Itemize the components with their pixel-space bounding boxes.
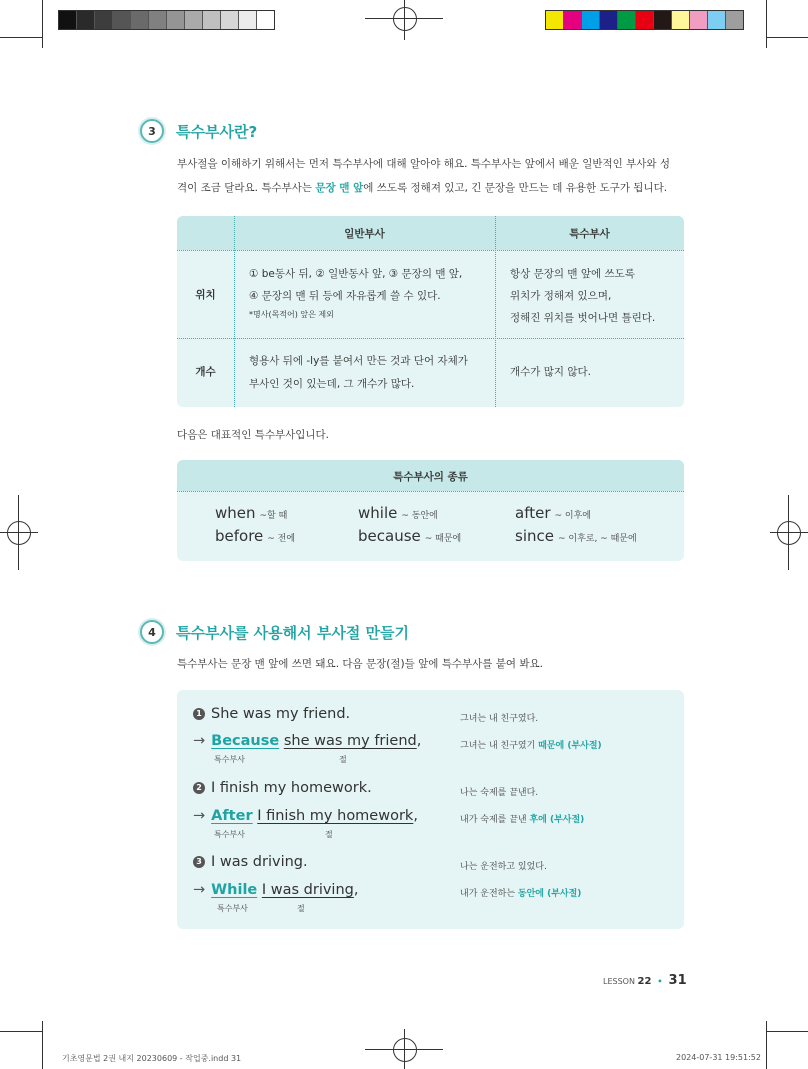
paragraph-line: 격이 조금 달라요. 특수부사는 문장 맨 앞에 쓰도록 정해져 있고, 긴 문장을 만드는 데 유용한 도구가 됩니다.	[177, 182, 668, 194]
example-number: 3	[193, 856, 205, 868]
section-4-paragraph: 특수부사는 문장 맨 앞에 쓰면 돼요. 다음 문장(절)들 앞에 특수부사를 붙여 봐요.	[177, 658, 544, 670]
special-adverb: While	[211, 882, 258, 898]
clause: she was my friend	[283, 733, 417, 749]
arrow-icon: →	[193, 808, 206, 824]
adverb-item: before ~ 전에	[215, 527, 296, 545]
registration-mark	[788, 495, 789, 570]
clause: I was driving	[261, 882, 354, 898]
clause: I finish my homework	[257, 808, 414, 824]
section-3-paragraph	[177, 152, 687, 200]
label-clause: 절	[297, 904, 305, 913]
color-swatch	[636, 11, 654, 29]
examples-box	[177, 690, 684, 929]
adverb-item: when ~할 때	[215, 504, 288, 522]
adverb-item: after ~ 이후에	[515, 504, 591, 522]
translation: 나는 숙제를 끝낸다.	[460, 788, 539, 798]
color-swatch	[203, 11, 221, 29]
label-special-adverb: 특수부사	[214, 830, 245, 839]
print-slug-right: 2024-07-31 19:51:52	[676, 1053, 761, 1062]
translation: 내가 숙제를 끝낸 후에 (부사절)	[460, 815, 585, 825]
registration-mark	[770, 532, 808, 533]
cell-special-count: 개수가 많지 않다.	[510, 366, 592, 378]
color-swatch	[149, 11, 167, 29]
special-adverb: Because	[211, 733, 280, 749]
adverb-clause-sentence: → After I finish my homework,	[193, 808, 418, 824]
page-number: 31	[668, 973, 687, 988]
color-bar	[545, 10, 744, 30]
adverb-clause-sentence: → Because she was my friend,	[193, 733, 422, 749]
crop-mark	[0, 1031, 42, 1032]
registration-mark	[777, 521, 801, 545]
color-swatch	[185, 11, 203, 29]
registration-mark	[393, 1038, 417, 1062]
lesson-label: LESSON	[603, 977, 635, 986]
row-label-count: 개수	[195, 366, 216, 378]
arrow-icon: →	[193, 733, 206, 749]
cell-general-position: ① be동사 뒤, ② 일반동사 앞, ③ 문장의 맨 앞, ④ 문장의 맨 뒤 등에 자유롭게 쓸 수 있다. *명사(목적어) 앞은 제외	[249, 268, 463, 319]
label-special-adverb: 특수부사	[217, 904, 248, 913]
adverb-item: since ~ 이후로, ~ 때문에	[515, 527, 637, 545]
registration-mark	[404, 0, 405, 40]
color-swatch	[95, 11, 113, 29]
section-4-header	[140, 620, 409, 644]
lesson-number: 22	[637, 976, 652, 987]
cell-general-count: 형용사 뒤에 -ly를 붙여서 만든 것과 단어 자체가 부사인 것이 있는데, 그 개수가 많다.	[249, 355, 468, 390]
color-swatch	[726, 11, 743, 29]
crop-mark	[0, 37, 42, 38]
crop-mark	[766, 37, 808, 38]
translation: 내가 운전하는 동안에 (부사절)	[460, 889, 582, 899]
table-divider	[177, 250, 684, 251]
color-swatch	[618, 11, 636, 29]
bullet-icon: •	[657, 977, 663, 986]
crop-mark	[42, 0, 43, 48]
print-slug-left: 기초영문법 2권 내지 20230609 - 작업중.indd 31	[62, 1054, 242, 1063]
label-clause: 절	[325, 830, 333, 839]
registration-mark	[0, 532, 38, 533]
row-label-position: 위치	[195, 289, 216, 301]
table-header: 특수부사의 종류	[393, 471, 468, 483]
section-3-header	[140, 119, 257, 143]
highlight-text: 문장 맨 앞	[315, 182, 364, 194]
special-adverb-table	[177, 460, 684, 561]
adverb-item: while ~ 동안에	[358, 504, 438, 522]
color-swatch	[708, 11, 726, 29]
translation: 나는 운전하고 있었다.	[460, 862, 547, 872]
color-swatch	[582, 11, 600, 29]
color-swatch	[257, 11, 274, 29]
color-swatch	[131, 11, 149, 29]
crop-mark	[766, 1021, 767, 1069]
table-divider	[177, 338, 684, 339]
color-swatch	[672, 11, 690, 29]
example-sentence: 3 I was driving.	[193, 854, 308, 870]
color-swatch	[564, 11, 582, 29]
color-swatch	[59, 11, 77, 29]
registration-mark	[393, 7, 417, 31]
section-number-badge: 3	[140, 119, 164, 143]
special-adverb: After	[211, 808, 253, 824]
crop-mark	[766, 0, 767, 48]
section-title: 특수부사란?	[176, 122, 258, 141]
color-swatch	[546, 11, 564, 29]
registration-mark	[404, 1029, 405, 1069]
example-number: 2	[193, 782, 205, 794]
column-header-general: 일반부사	[344, 228, 385, 240]
example-number: 1	[193, 708, 205, 720]
crop-mark	[766, 1031, 808, 1032]
comparison-table	[177, 216, 684, 407]
intro-text: 다음은 대표적인 특수부사입니다.	[177, 429, 330, 441]
label-special-adverb: 특수부사	[214, 755, 245, 764]
cell-special-position: 항상 문장의 맨 앞에 쓰도록 위치가 정해져 있으며, 정해진 위치를 벗어나면 틀린다.	[510, 268, 656, 324]
color-swatch	[690, 11, 708, 29]
gray-color-bar	[58, 10, 275, 30]
color-swatch	[167, 11, 185, 29]
color-swatch	[654, 11, 672, 29]
color-swatch	[239, 11, 257, 29]
arrow-icon: →	[193, 882, 206, 898]
translation: 그녀는 내 친구였기 때문에 (부사절)	[460, 741, 602, 751]
adverb-clause-sentence: → While I was driving,	[193, 882, 359, 898]
table-divider	[234, 216, 235, 407]
table-divider	[177, 491, 684, 492]
column-header-special: 특수부사	[569, 228, 610, 240]
page-footer	[603, 973, 687, 988]
table-divider	[495, 216, 496, 407]
adverb-item: because ~ 때문에	[358, 527, 462, 545]
color-swatch	[221, 11, 239, 29]
registration-mark	[18, 495, 19, 570]
color-swatch	[600, 11, 618, 29]
color-swatch	[113, 11, 131, 29]
paragraph-line: 부사절을 이해하기 위해서는 먼저 특수부사에 대해 알아야 해요. 특수부사는 앞에서 배운 일반적인 부사와 성	[177, 158, 671, 170]
section-number-badge: 4	[140, 620, 164, 644]
crop-mark	[42, 1021, 43, 1069]
example-sentence: 2 I finish my homework.	[193, 780, 372, 796]
translation: 그녀는 내 친구였다.	[460, 714, 539, 724]
label-clause: 절	[339, 755, 347, 764]
color-swatch	[77, 11, 95, 29]
section-title: 특수부사를 사용해서 부사절 만들기	[176, 623, 410, 642]
example-sentence: 1 She was my friend.	[193, 706, 350, 722]
registration-mark	[7, 521, 31, 545]
